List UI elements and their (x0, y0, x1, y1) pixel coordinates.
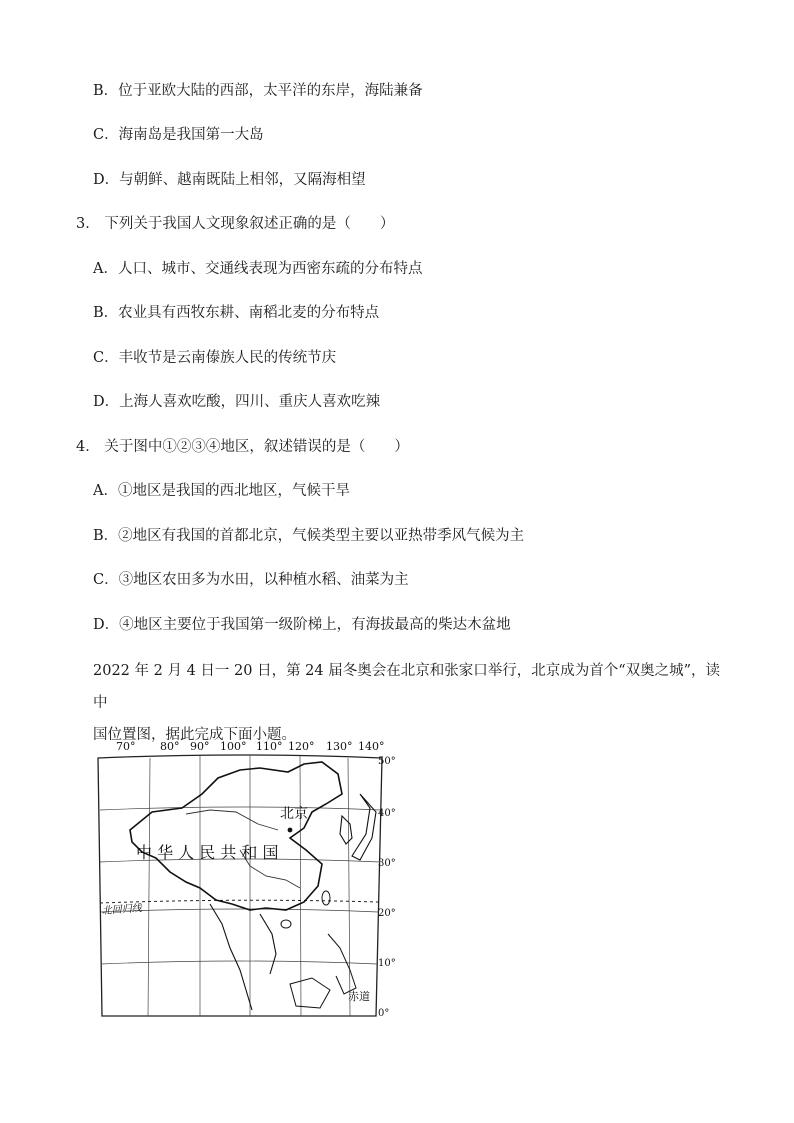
q3-stem: 3． 下列关于我国人文现象叙述正确的是（ ） (76, 216, 395, 232)
lat-label-20: 20° (378, 908, 396, 919)
q2-option-b: B．位于亚欧大陆的西部，太平洋的东岸，海陆兼备 (93, 83, 423, 99)
map-figure (90, 738, 410, 1020)
hainan-island (281, 920, 291, 928)
lon-label-120: 120° (288, 740, 315, 753)
tropic-label: 北回归线 (101, 903, 143, 917)
lon-label-80: 80° (160, 740, 180, 753)
tropic-of-cancer-line (100, 900, 378, 903)
intro-paragraph (93, 655, 723, 751)
lon-label-100: 100° (220, 740, 247, 753)
lat-label-0: 0° (378, 1008, 390, 1019)
q3-option-c: C．丰收节是云南傣族人民的传统节庆 (93, 350, 337, 366)
q3-option-a: A．人口、城市、交通线表现为西密东疏的分布特点 (93, 261, 423, 277)
japan-outline (352, 794, 376, 860)
lon-label-140: 140° (358, 740, 385, 753)
q4-stem: 4． 关于图中①②③④地区，叙述错误的是（ ） (76, 439, 409, 455)
lat-label-40: 40° (378, 808, 396, 819)
q2-option-d: D．与朝鲜、越南既陆上相邻，又隔海相望 (93, 172, 366, 188)
korea-outline (340, 816, 352, 844)
map-frame (98, 755, 382, 1016)
intro-line-1: 2022 年 2 月 4 日一 20 日，第 24 届冬奥会在北京和张家口举行，北京成为首个“双奥之城”，读中 (93, 663, 721, 711)
q2-option-c: C．海南岛是我国第一大岛 (93, 127, 264, 143)
lat-label-50: 50° (378, 756, 396, 767)
q4-option-c: C．③地区农田多为水田，以种植水稻、油菜为主 (93, 572, 409, 588)
q3-option-b: B．农业具有西牧东耕、南稻北麦的分布特点 (93, 305, 380, 321)
country-label: 中 华 人 民 共 和 国 (136, 843, 279, 862)
lat-label-30: 30° (378, 858, 396, 869)
beijing-label: 北京 (280, 806, 308, 822)
lon-label-110: 110° (256, 740, 283, 753)
taiwan-island (322, 891, 330, 905)
lat-label-10: 10° (378, 958, 396, 969)
lon-label-70: 70° (116, 740, 136, 753)
lon-label-90: 90° (190, 740, 210, 753)
q4-option-d: D．④地区主要位于我国第一级阶梯上，有海拔最高的柴达木盆地 (93, 617, 511, 633)
q3-option-d: D．上海人喜欢吃酸，四川、重庆人喜欢吃辣 (93, 394, 381, 410)
q4-option-a: A．①地区是我国的西北地区，气候干旱 (93, 483, 350, 499)
china-outline (130, 762, 342, 910)
china-location-map (90, 738, 410, 1024)
beijing-marker (288, 828, 293, 833)
philippines-outline (328, 934, 356, 994)
borneo-outline (290, 978, 330, 1008)
southeast-asia-coast (210, 904, 252, 1010)
southeast-asia-coast (260, 914, 276, 974)
q4-option-b: B．②地区有我国的首都北京，气候类型主要以亚热带季风气候为主 (93, 528, 525, 544)
intro-line-2: 国位置图，据此完成下面小题。 (93, 727, 296, 743)
lon-label-130: 130° (326, 740, 353, 753)
map-graticule (100, 755, 380, 1016)
equator-label: 赤道 (348, 990, 370, 1003)
